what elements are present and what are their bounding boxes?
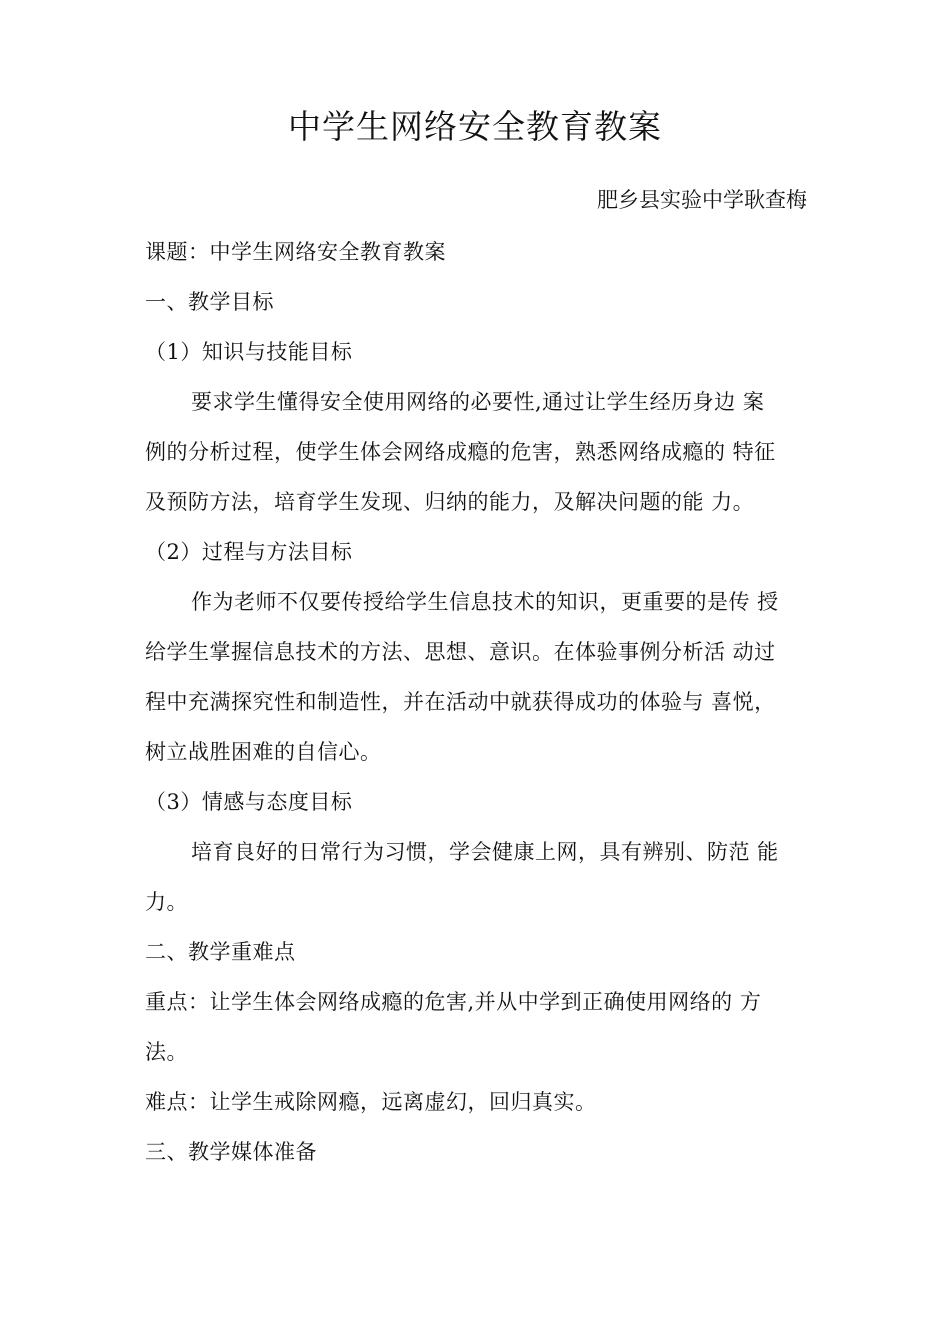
key-point-line: 重点：让学生体会网络成瘾的危害,并从中学到正确使用网络的 方 [145,990,762,1014]
paragraph-line: 作为老师不仅要传授给学生信息技术的知识，更重要的是传 授 [191,590,779,614]
paragraph-line: 例的分析过程，使学生体会网络成瘾的危害，熟悉网络成瘾的 特征 [145,440,776,464]
paragraph-line: 培育良好的日常行为习惯，学会健康上网，具有辨别、防范 能 [191,840,779,864]
paragraph-line: 树立战胜困难的自信心。 [145,740,382,764]
document-author: 肥乡县实验中学耿查梅 [597,188,807,212]
paragraph-line: 及预防方法，培育学生发现、归纳的能力，及解决问题的能 力。 [145,490,755,514]
paragraph-line: 给学生掌握信息技术的方法、思想、意识。在体验事例分析活 动过 [145,640,776,664]
section-heading-key-points: 二、教学重难点 [145,940,296,964]
subheading-process-methods: （2）过程与方法目标 [145,540,353,564]
topic-line: 课题：中学生网络安全教育教案 [145,240,446,264]
subheading-emotion-attitude: （3）情感与态度目标 [145,790,353,814]
key-point-line: 法。 [145,1040,188,1064]
paragraph-line: 程中充满探究性和制造性，并在活动中就获得成功的体验与 喜悦， [145,690,776,714]
difficulty-line: 难点：让学生戒除网瘾，远离虚幻，回归真实。 [145,1090,597,1114]
paragraph-line: 要求学生懂得安全使用网络的必要性,通过让学生经历身边 案 [191,390,765,414]
subheading-knowledge-skills: （1）知识与技能目标 [145,340,353,364]
section-heading-objectives: 一、教学目标 [145,290,274,314]
section-heading-media: 三、教学媒体准备 [145,1140,317,1164]
document-title: 中学生网络安全教育教案 [288,107,662,146]
paragraph-line: 力。 [145,890,188,914]
